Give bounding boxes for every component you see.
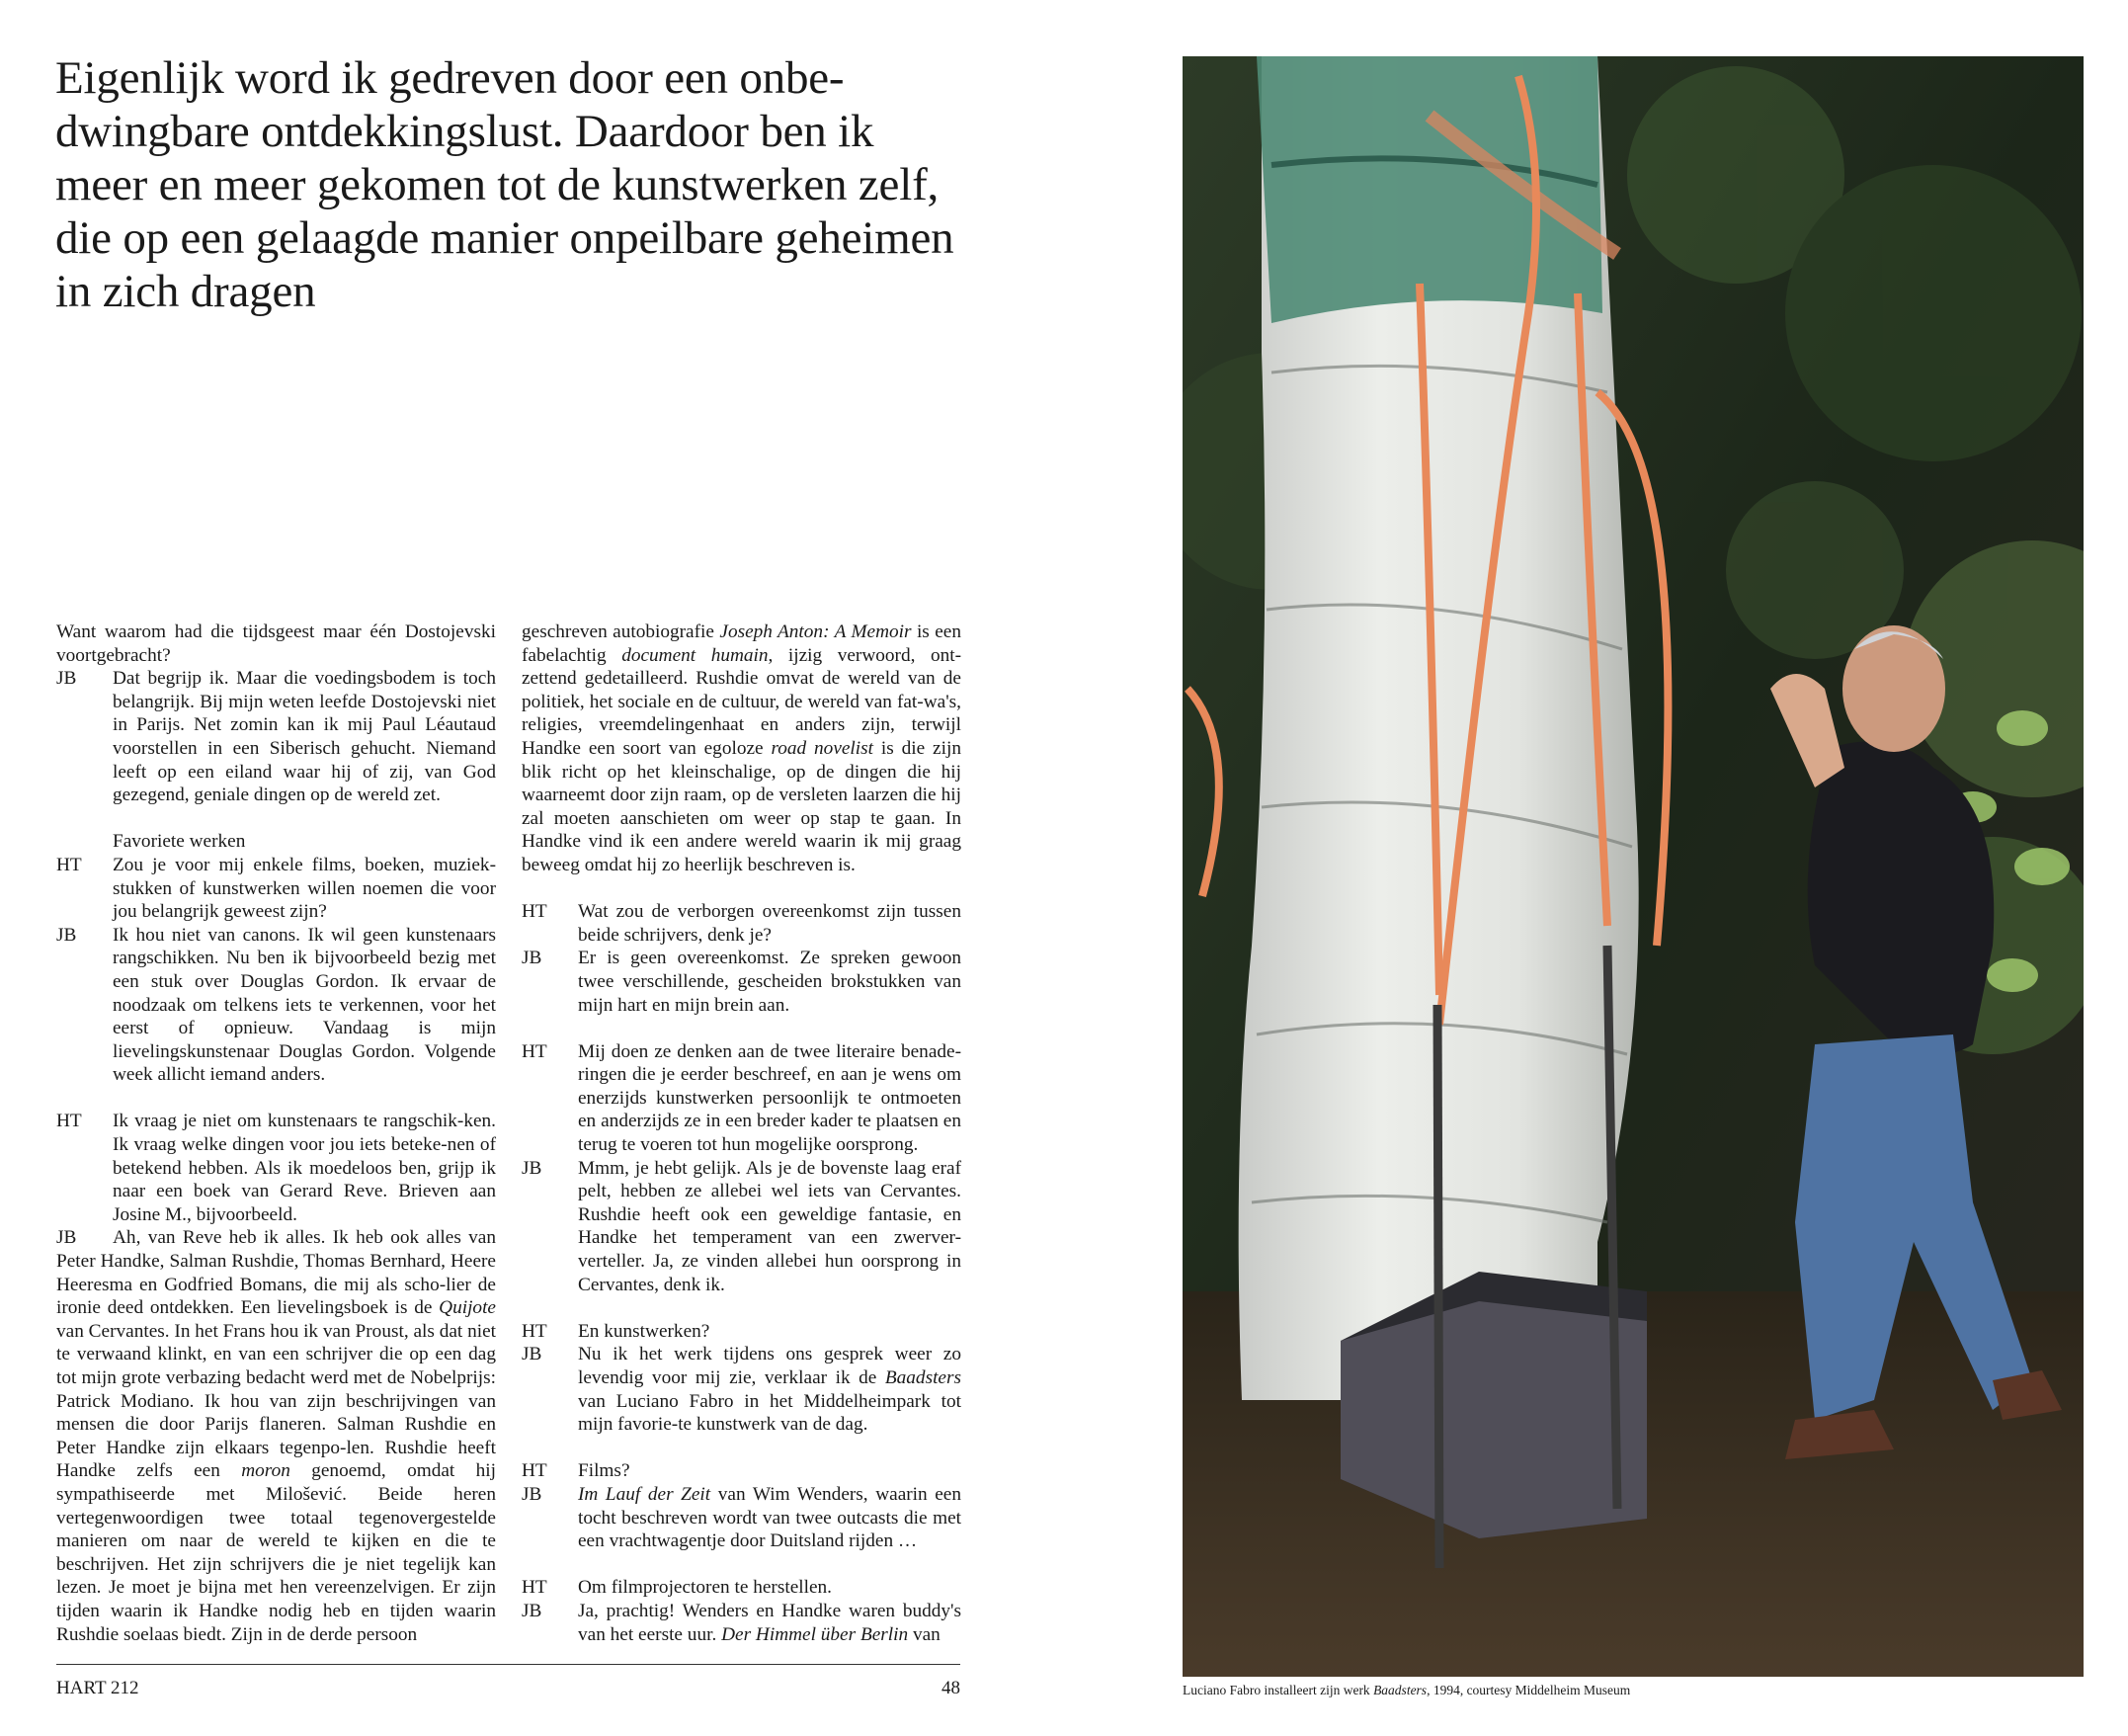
sculpture-photo-illustration: [1183, 56, 2084, 1677]
speaker-label: HT: [56, 854, 82, 875]
dialogue-text: Films?: [578, 1460, 630, 1482]
paragraph-intro: Want waarom had die tijdsgeest maar één Dostojevski voortgebracht?: [56, 621, 496, 666]
dialogue-ht: [56, 854, 496, 924]
dialogue-text: Ik hou niet van canons. Ik wil geen kunstenaars rangschikken. Nu ben ik bijvoorbeeld bezig met een stuk over Douglas Gordon. Ik ervaar de noodzaak om telkens iets te verkennen, voor het eerst of opnieuw. Vandaag is mijn lievelingskunstenaar Douglas Gordon. Volgende week allicht iemand anders.: [113, 924, 496, 1086]
dialogue-text: Zou je voor mij enkele films, boeken, muziek-stukken of kunstwerken willen noemen die voor jou belangrijk geweest zijn?: [113, 854, 496, 923]
speaker-label: HT: [56, 1111, 82, 1132]
title-italic: Joseph Anton: A Memoir: [719, 621, 912, 642]
speaker-label: HT: [522, 1040, 547, 1062]
paragraph-continued: geschreven autobiografie Joseph Anton: A Memoir is een fabelachtig document humain, ijzig verwoord, ont-zettend gedetailleerd. Rushdie omvat de wereld van de politiek, het sociale en de cultuur, de wereld van fat-wa's, religies, vreemdelingenhaat en anders zijn, terwijl Handke een soort van egoloze road novelist is die zijn blik richt op het kleinschalige, op de dingen die hij waarneemt door zijn raam, op de versleten laarzen die hij zal moeten aanschieten om weer op stap te gaan. In Handke vind ik een andere wereld waarin ik mij graag beweeg omdat hij zo heerlijk beschreven is.: [522, 621, 962, 875]
speaker-label: JB: [56, 1227, 77, 1249]
photo-caption: Luciano Fabro installeert zijn werk Baadsters, 1994, courtesy Middelheim Museum: [1183, 1683, 1631, 1697]
pull-quote: Eigenlijk word ik gedreven door een onbe-dwingbare ontdekkingslust. Daardoor ben ik meer en meer gekomen tot de kunstwerken zelf, die op een gelaagde manier onpeilbare geheimen in zich dragen: [55, 52, 954, 317]
dialogue-jb: [522, 1343, 961, 1436]
word-italic: moron: [241, 1460, 290, 1482]
speaker-label: JB: [522, 1344, 542, 1365]
dialogue-ht: [522, 1459, 961, 1483]
text-column-left: [56, 620, 496, 1646]
dialogue-ht: [522, 1320, 961, 1344]
speaker-label: HT: [522, 1577, 547, 1599]
dialogue-jb: [522, 1600, 961, 1646]
dialogue-ht: [522, 1576, 961, 1600]
phrase-italic: document humain: [621, 644, 769, 666]
dialogue-ht: [522, 900, 961, 947]
dialogue-text: Dat begrijp ik. Maar die voedingsbodem is toch belangrijk. Bij mijn weten leefde Dostojevski niet in Parijs. Net zomin kan ik mij Paul Léautaud voorstellen in een Siberisch gehucht. Niemand leeft op een eiland waar hij of zij, van God gezegend, geniale dingen op de wereld zet.: [113, 668, 496, 806]
dialogue-jb-long: JB Ah, van Reve heb ik alles. Ik heb ook alles van Peter Handke, Salman Rushdie, Thomas Bernhard, Heere Heeresma en Godfried Bomans, die mij als scho-lier de ironie deed ontdekken. Een lievelingsboek is de Quijote van Cervantes. In het Frans hou ik van Proust, als dat niet te verwaand klinkt, en van een schrijver die op een dag tot mijn grote verbazing bedacht werd met de Nobelprijs: Patrick Modiano. Ik hou van zijn beschrijvingen van mensen die door Parijs flaneren. Salman Rushdie en Peter Handke zijn elkaars tegenpo-len. Rushdie heeft Handke zelfs een moron genoemd, omdat hij sympathiseerde met Milošević. Beide heren vertegenwoordigen twee totaal tegenovergestelde manieren om naar de wereld te kijken en die te beschrijven. Het zijn schrijvers die je niet tegelijk kan lezen. Je moet je bijna met hen vereenzelvigen. Er zijn tijden waarin ik Handke nodig heb en tijden waarin Rushdie soelaas biedt. Zijn in de derde persoon: [56, 1227, 497, 1645]
dialogue-text: Nu ik het werk tijdens ons gesprek weer zo levendig voor mij zie, verklaar ik de Baadsters van Luciano Fabro in het Middelheimpark tot mijn favorie-te kunstwerk van de dag.: [578, 1344, 961, 1436]
text-column-right: [522, 620, 961, 1646]
footer-rule: [56, 1664, 960, 1665]
dialogue-jb: [522, 947, 961, 1017]
dialogue-text: Ik vraag je niet om kunstenaars te rangschik-ken. Ik vraag welke dingen voor jou iets beteke-nen of betekend hebben. Als ik moedeloos ben, grijp ik naar een boek van Gerard Reve. Brieven aan Josine M., bijvoorbeeld.: [113, 1111, 496, 1225]
title-italic: Quijote: [439, 1297, 496, 1319]
speaker-label: JB: [522, 948, 542, 969]
dialogue-jb: [56, 924, 496, 1087]
dialogue-jb: [522, 1483, 961, 1553]
dialogue-text: Mmm, je hebt gelijk. Als je de bovenste laag eraf pelt, hebben ze allebei wel iets van Cervantes. Rushdie heeft ook een geweldige fantasie, en Handke het temperament van een zwerver-verteller. Ja, ze vinden allebei hun oorsprong in Cervantes, denk ik.: [578, 1157, 961, 1295]
page-number: 48: [941, 1678, 960, 1698]
speaker-label: JB: [522, 1483, 542, 1505]
speaker-label: JB: [56, 924, 77, 946]
speaker-label: JB: [522, 1157, 542, 1179]
dialogue-jb: [56, 667, 496, 807]
dialogue-text: Im Lauf der Zeit van Wim Wenders, waarin een tocht beschreven wordt van twee outcasts die met een vrachtwagentje door Duitsland rijden …: [578, 1483, 962, 1552]
dialogue-ht: [522, 1040, 961, 1157]
dialogue-text: Wat zou de verborgen overeenkomst zijn tussen beide schrijvers, denk je?: [578, 901, 961, 946]
title-italic: Der Himmel über Berlin: [721, 1623, 909, 1645]
title-italic: Im Lauf der Zeit: [578, 1483, 711, 1505]
magazine-folio: HART 212: [56, 1678, 139, 1698]
speaker-label: HT: [522, 1320, 547, 1342]
speaker-label: JB: [56, 668, 77, 690]
speaker-label: JB: [522, 1600, 542, 1621]
dialogue-text: En kunstwerken?: [578, 1320, 710, 1342]
caption-title-italic: Baadsters: [1373, 1683, 1428, 1697]
sculpture-photo: [1183, 56, 2084, 1677]
dialogue-text: Mij doen ze denken aan de twee literaire benade-ringen die je eerder beschreef, en aan je wens om enerzijds kunstwerken persoonlijk te ontmoeten en anderzijds ze in een breder kader te plaatsen en terug te voeren tot hun mogelijke oorsprong.: [578, 1040, 961, 1156]
dialogue-ht: [56, 1110, 496, 1226]
dialogue-text: Ja, prachtig! Wenders en Handke waren buddy's van het eerste uur. Der Himmel über Berlin van: [578, 1600, 961, 1645]
title-italic: Baadsters: [884, 1367, 961, 1388]
dialogue-text: Om filmprojectoren te herstellen.: [578, 1577, 832, 1599]
speaker-label: HT: [522, 1460, 547, 1482]
phrase-italic: road novelist: [771, 737, 874, 759]
section-subhead: Favoriete werken: [113, 831, 246, 853]
dialogue-jb: [522, 1157, 961, 1297]
speaker-label: HT: [522, 901, 547, 923]
dialogue-text: Er is geen overeenkomst. Ze spreken gewoon twee verschillende, gescheiden brokstukken van mijn hart en mijn brein aan.: [578, 948, 961, 1016]
